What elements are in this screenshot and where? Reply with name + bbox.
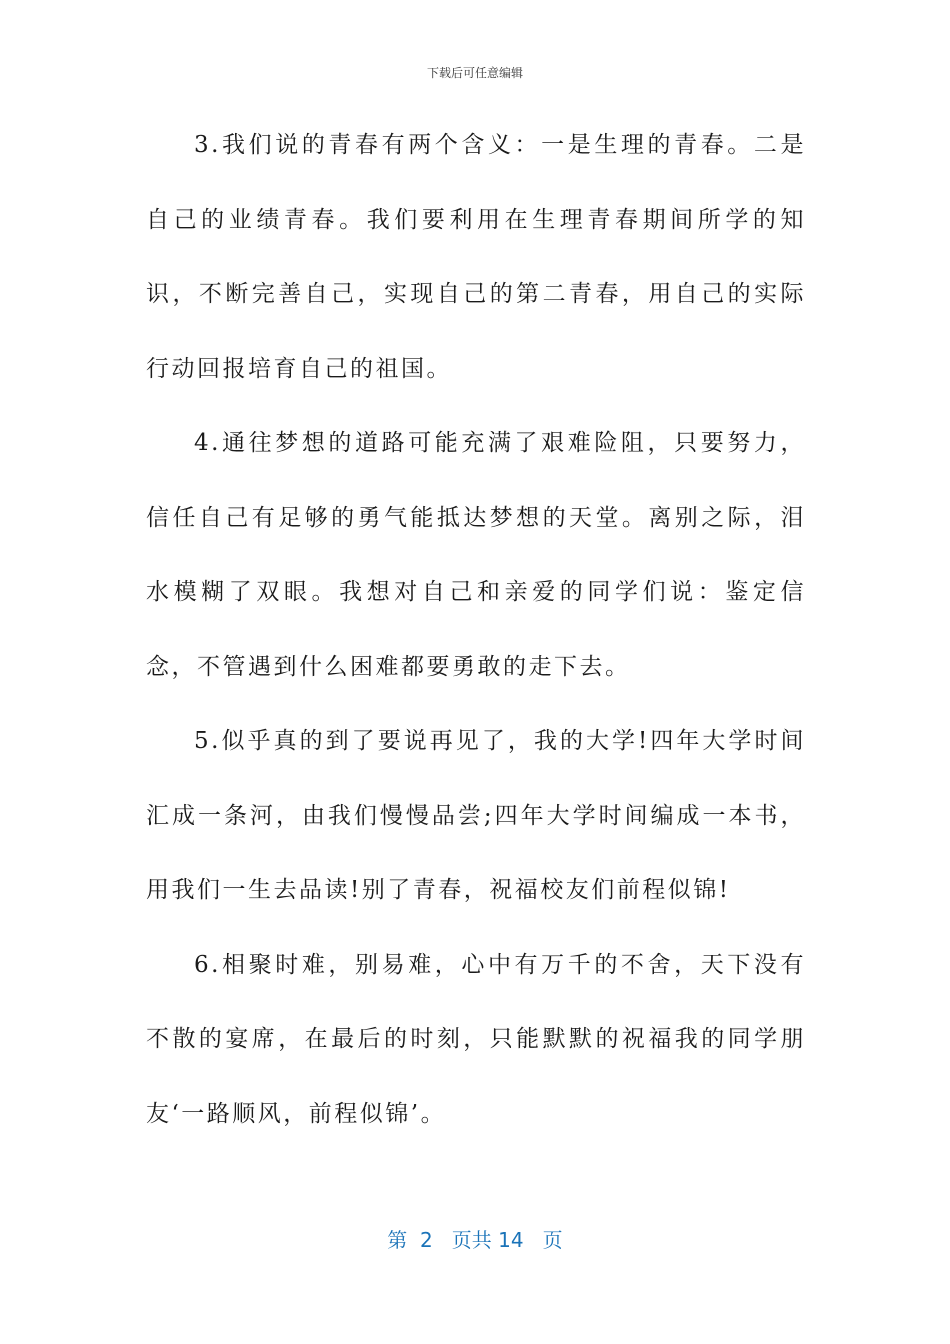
paragraph: 3.我们说的青春有两个含义：一是生理的青春。二是自己的业绩青春。我们要利用在生理青春期间所学的知识，不断完善自己，实现自己的第二青春，用自己的实际行动回报培育自己的祖国。 <box>146 132 806 382</box>
paragraph: 6.相聚时难，别易难，心中有万千的不舍，天下没有不散的宴席，在最后的时刻，只能默默的祝福我的同学朋友‘一路顺风，前程似锦’。 <box>146 951 806 1127</box>
paragraph: 5.似乎真的到了要说再见了，我的大学!四年大学时间汇成一条河，由我们慢慢品尝;四年大学时间编成一本书，用我们一生去品读!别了青春，祝福校友们前程似锦! <box>146 728 806 903</box>
page-number-footer: 第 2 页共 14 页 <box>387 1228 563 1252</box>
paragraph: 4.通往梦想的道路可能充满了艰难险阻，只要努力，信任自己有足够的勇气能抵达梦想的天堂。离别之际，泪水模糊了双眼。我想对自己和亲爱的同学们说：鉴定信念，不管遇到什么困难都要勇敢的走下去。 <box>146 430 806 680</box>
page-header: 下载后可任意编辑 <box>426 66 523 80</box>
document-body <box>146 108 806 1151</box>
